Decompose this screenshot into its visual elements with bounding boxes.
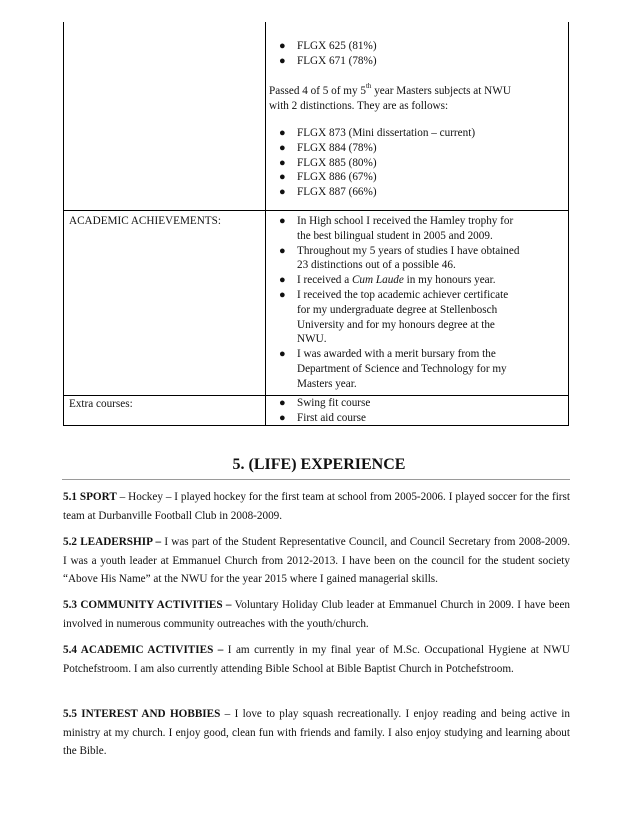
list-item: ● FLGX 873 (Mini dissertation – current) xyxy=(279,127,476,139)
bullet-icon: ● xyxy=(279,54,286,67)
community-activities-paragraph: 5.3 COMMUNITY ACTIVITIES – Voluntary Holiday Club leader at Emmanuel Church in 2009. I have been involved in numerous community outreaches with the youth/church. xyxy=(63,599,570,630)
sport-paragraph: 5.1 SPORT – Hockey – I played hockey for the first team at school from 2005-2006. I played soccer for the first team at Durbanville Football Club in 2008-2009. xyxy=(63,491,570,522)
list-item: ● FLGX 671 (78%) xyxy=(279,54,377,67)
extra-courses-list xyxy=(269,396,564,426)
interests-hobbies-paragraph: 5.5 INTEREST AND HOBBIES – I love to play squash recreationally. I enjoy reading and being active in ministry at my church. I enjoy good, clean fun with friends and family. I also enjoy studying and learning about the Bible. xyxy=(63,708,570,758)
list-item: ● FLGX 885 (80%) xyxy=(279,156,377,169)
list-item: ● Swing fit course xyxy=(279,397,371,409)
passed-subjects-text: Passed 4 of 5 of my 5th year Masters subjects at NWU with 2 distinctions. They are as follows: xyxy=(269,82,511,112)
table-border-right xyxy=(568,22,569,426)
section-heading: 5. (LIFE) EXPERIENCE xyxy=(232,456,406,473)
list-item: ● Throughout my 5 years of studies I have obtained 23 distinctions out of a possible 46. xyxy=(279,244,520,272)
bullet-icon: ● xyxy=(279,397,286,409)
heading-underline xyxy=(62,479,570,480)
list-item: ● I was awarded with a merit bursary from the Department of Science and Technology for my Masters year. xyxy=(279,348,507,390)
list-item: ● FLGX 886 (67%) xyxy=(279,171,377,184)
bullet-icon: ● xyxy=(279,141,286,154)
bullet-icon: ● xyxy=(279,288,286,301)
bullet-icon: ● xyxy=(279,186,286,199)
masters-grades-list-top xyxy=(269,39,564,69)
academic-achievements-label: ACADEMIC ACHIEVEMENTS: xyxy=(69,215,221,227)
table-column-divider xyxy=(265,22,266,426)
bullet-icon: ● xyxy=(279,40,286,52)
list-item: ● FLGX 887 (66%) xyxy=(279,186,377,199)
masters-grades-list-bottom xyxy=(269,126,564,200)
bullet-icon: ● xyxy=(279,411,286,424)
education-table xyxy=(63,22,569,426)
bullet-icon: ● xyxy=(279,127,286,139)
achievements-list xyxy=(269,214,564,392)
bullet-icon: ● xyxy=(279,244,286,257)
bullet-icon: ● xyxy=(279,156,286,169)
bullet-icon: ● xyxy=(279,274,286,287)
list-item: ● I received the top academic achiever certificate for my undergraduate degree at Stellenbosch University and for my honours degree at the NWU. xyxy=(279,288,509,346)
bullet-icon: ● xyxy=(279,215,286,227)
academic-activities-paragraph: 5.4 ACADEMIC ACTIVITIES – I am currently in my final year of M.Sc. Occupational Hygiene at NWU Potchefstroom. I am also currently attending Bible School at Bible Baptist Church in Potchefstroom. xyxy=(63,644,571,675)
bullet-icon: ● xyxy=(279,348,286,361)
row-divider-1 xyxy=(63,210,569,211)
table-border-left xyxy=(63,22,64,426)
list-item: ● I received a Cum Laude in my honours year. xyxy=(279,274,496,287)
list-item: ● In High school I received the Hamley trophy for the best bilingual student in 2005 and 2009. xyxy=(279,215,514,242)
list-item: ● FLGX 884 (78%) xyxy=(279,141,377,154)
extra-courses-label: Extra courses: xyxy=(69,398,133,410)
leadership-paragraph: 5.2 LEADERSHIP – I was part of the Student Representative Council, and Council Secretary from 2008-2009. I was a youth leader at Emmanuel Church from 2012-2013. I have been on the council for the student society “Above His Name” at the NWU for the year 2015 where I gained managerial skills. xyxy=(63,536,570,586)
list-item: ● First aid course xyxy=(279,411,366,424)
list-item: ● FLGX 625 (81%) xyxy=(279,40,377,52)
bullet-icon: ● xyxy=(279,171,286,184)
